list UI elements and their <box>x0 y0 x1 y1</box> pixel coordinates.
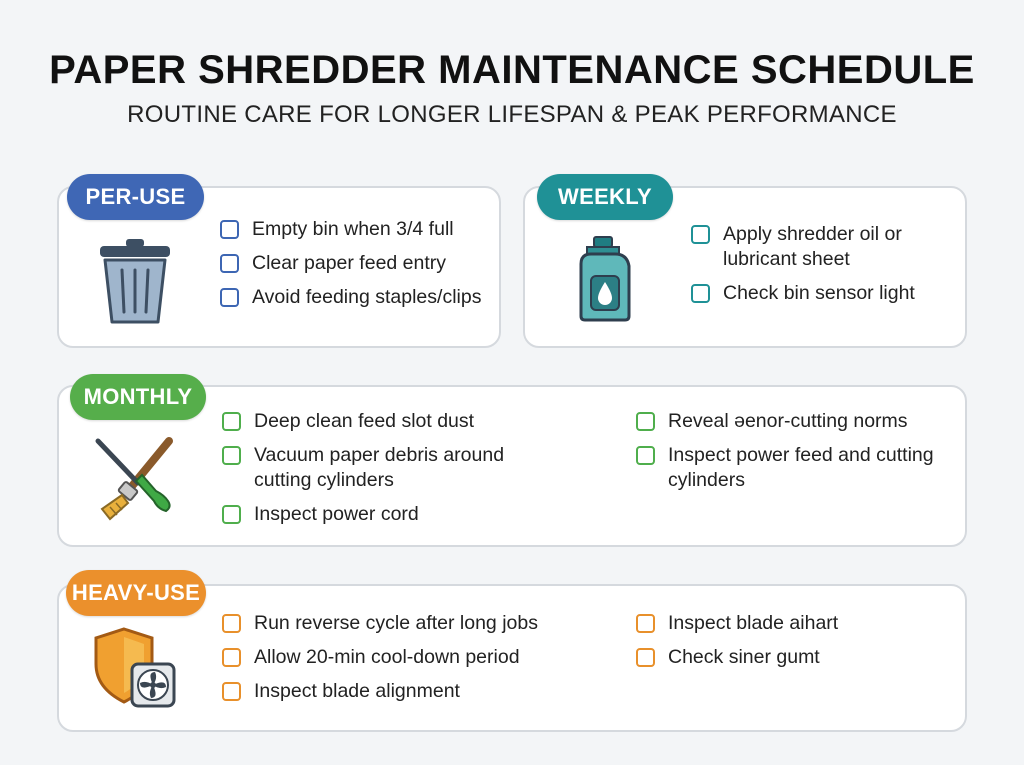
checkbox[interactable] <box>636 412 655 431</box>
list-item: Apply shredder oil or lubricant sheet <box>691 222 951 272</box>
heavy-use-checklist-right <box>636 611 946 679</box>
heavy-use-checklist-left <box>222 611 562 713</box>
monthly-checklist-right <box>636 409 946 502</box>
trash-bin-icon <box>96 236 174 331</box>
oil-bottle-icon <box>575 234 635 329</box>
shield-fan-icon <box>92 626 182 713</box>
list-item: Check siner gumt <box>636 645 946 670</box>
page-title: PAPER SHREDDER MAINTENANCE SCHEDULE <box>49 48 975 92</box>
per-use-badge: PER-USE <box>67 174 204 220</box>
monthly-checklist-left <box>222 409 542 536</box>
checkbox[interactable] <box>222 412 241 431</box>
list-item: Empty bin when 3/4 full <box>220 217 490 242</box>
checkbox[interactable] <box>691 225 710 244</box>
weekly-checklist <box>691 222 951 315</box>
brush-screwdriver-icon <box>92 433 182 528</box>
weekly-badge: WEEKLY <box>537 174 673 220</box>
list-item: Check bin sensor light <box>691 281 951 306</box>
monthly-badge: MONTHLY <box>70 374 206 420</box>
checkbox[interactable] <box>691 284 710 303</box>
checkbox[interactable] <box>636 614 655 633</box>
heavy-use-badge: HEAVY-USE <box>66 570 206 616</box>
checkbox[interactable] <box>636 648 655 667</box>
list-item: Inspect power feed and cutting cylinders <box>636 443 946 493</box>
checkbox[interactable] <box>222 505 241 524</box>
list-item: Vacuum paper debris around cutting cylinders <box>222 443 542 493</box>
list-item: Inspect blade aihart <box>636 611 946 636</box>
checkbox[interactable] <box>222 446 241 465</box>
list-item: Avoid feeding staples/clips <box>220 285 490 310</box>
page-subtitle: ROUTINE CARE FOR LONGER LIFESPAN & PEAK PERFORMANCE <box>127 101 897 128</box>
checkbox[interactable] <box>220 288 239 307</box>
checkbox[interactable] <box>222 682 241 701</box>
checkbox[interactable] <box>636 446 655 465</box>
checkbox[interactable] <box>220 220 239 239</box>
list-item: Inspect power cord <box>222 502 542 527</box>
checkbox[interactable] <box>220 254 239 273</box>
list-item: Run reverse cycle after long jobs <box>222 611 562 636</box>
list-item: Clear paper feed entry <box>220 251 490 276</box>
per-use-checklist <box>220 217 490 319</box>
list-item: Allow 20-min cool-down period <box>222 645 562 670</box>
checkbox[interactable] <box>222 614 241 633</box>
list-item: Inspect blade alignment <box>222 679 562 704</box>
checkbox[interactable] <box>222 648 241 667</box>
list-item: Deep clean feed slot dust <box>222 409 542 434</box>
list-item: Reveal əenor-cutting norms <box>636 409 946 434</box>
